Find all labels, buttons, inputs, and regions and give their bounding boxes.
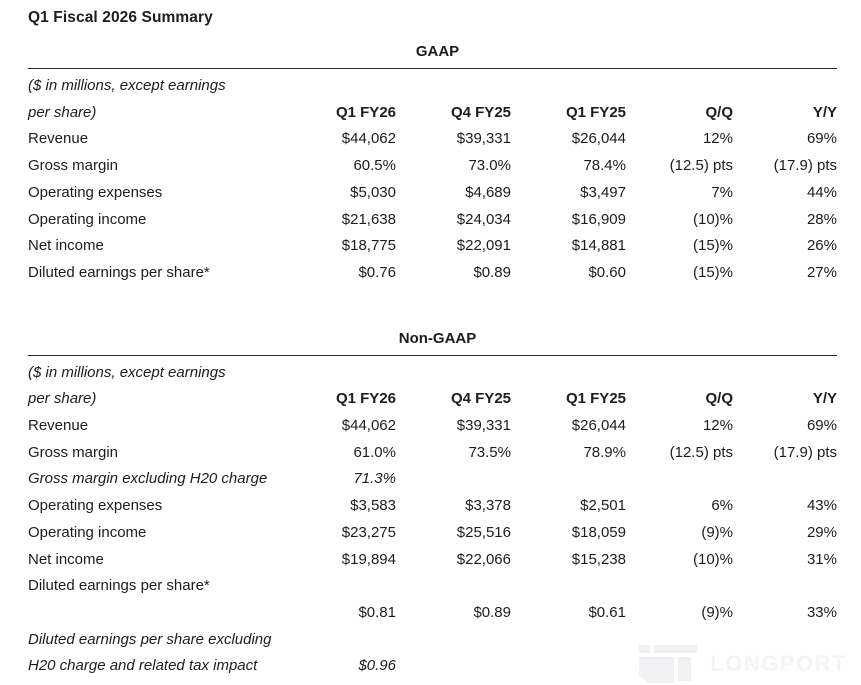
row-value: (17.9) pts [773,443,837,461]
row-value: (15)% [692,263,733,281]
row-value: (10)% [692,550,733,568]
column-header: Y/Y [812,390,837,408]
row-value [281,573,396,600]
row-value: $26,044 [571,130,626,148]
column-header: Q/Q [705,390,733,408]
unit-note-line2: per share) [28,103,97,121]
row-value [733,573,837,600]
row-value: (12.5) pts [669,443,733,461]
row-value: $0.60 [588,263,626,281]
row-label: Diluted earnings per share excluding [28,630,272,648]
unit-note-line1: ($ in millions, except earnings [28,363,226,381]
row-value: $24,034 [456,210,511,228]
row-value: $39,331 [456,130,511,148]
row-value: $26,044 [571,417,626,435]
row-value [511,573,626,600]
column-header: Q/Q [705,103,733,121]
table-row [28,466,837,493]
table-section-gaap [28,38,847,287]
row-value: $3,378 [465,497,511,515]
row-value: (9)% [701,603,733,621]
watermark-text: LONGPORT [710,651,847,676]
row-value: 61.0% [353,443,396,461]
row-value: 69% [806,130,837,148]
row-value: $3,583 [350,497,396,515]
row-value: $21,638 [341,210,396,228]
table-row [28,600,837,627]
row-value [511,653,626,680]
unit-note [28,73,281,126]
row-value: 12% [702,130,733,148]
row-label: Gross margin [28,157,119,175]
column-header: Q4 FY25 [450,103,511,121]
row-value [396,627,511,654]
row-value: 60.5% [353,157,396,175]
longport-watermark [639,645,847,683]
financial-summary-tables [0,38,861,680]
row-value: $15,238 [571,550,626,568]
row-label: Gross margin [28,443,119,461]
row-value: 43% [806,497,837,515]
row-label: Gross margin excluding H20 charge [28,470,268,488]
row-value: $25,516 [456,523,511,541]
row-label [28,600,281,627]
row-value [396,573,511,600]
row-value: 73.0% [468,157,511,175]
table-grid [28,68,837,287]
row-label: Operating expenses [28,497,163,515]
row-value: 27% [806,263,837,281]
row-value: 69% [806,417,837,435]
row-value: (10)% [692,210,733,228]
row-value: $19,894 [341,550,396,568]
column-header: Q1 FY25 [565,103,626,121]
table-section-non-gaap [28,325,847,680]
row-label: Diluted earnings per share* [28,263,210,281]
row-label: Operating income [28,210,147,228]
row-value: $0.96 [358,657,396,675]
row-value: $44,062 [341,417,396,435]
row-value: 26% [806,237,837,255]
row-label: Net income [28,237,104,255]
row-value [511,627,626,654]
section-title-gaap: GAAP [415,43,460,60]
table-row [28,413,837,440]
row-label: Operating income [28,523,147,541]
row-value [733,466,837,493]
row-value: $5,030 [350,183,396,201]
row-value: (17.9) pts [773,157,837,175]
row-label: Operating expenses [28,183,163,201]
longport-logo-icon [639,645,697,683]
page-title: Q1 Fiscal 2026 Summary [28,9,213,26]
row-value [281,627,396,654]
row-value [396,653,511,680]
table-row [28,573,837,600]
section-title-non-gaap: Non-GAAP [398,329,477,347]
row-value: 6% [711,497,733,515]
row-value [396,466,511,493]
row-value: (9)% [701,523,733,541]
column-header: Y/Y [812,103,837,121]
row-value: 12% [702,417,733,435]
row-value: $18,775 [341,237,396,255]
row-value: $39,331 [456,417,511,435]
table-header-row [28,73,837,126]
table-row [28,180,837,207]
row-value: $2,501 [580,497,626,515]
row-value: 31% [806,550,837,568]
unit-note [28,360,281,413]
row-label: Net income [28,550,104,568]
table-row [28,520,837,547]
row-value: $23,275 [341,523,396,541]
unit-note-line2: per share) [28,390,97,408]
column-header: Q4 FY25 [450,390,511,408]
table-row [28,153,837,180]
row-value: $22,066 [456,550,511,568]
row-value: $14,881 [571,237,626,255]
table-row [28,233,837,260]
table-row [28,260,837,287]
row-value: $0.61 [588,603,626,621]
table-row [28,493,837,520]
row-label: Diluted earnings per share* [28,577,210,595]
table-row [28,547,837,574]
row-value: 28% [806,210,837,228]
row-value: (12.5) pts [669,157,733,175]
row-value [626,466,733,493]
row-value: $16,909 [571,210,626,228]
row-value: $0.81 [358,603,396,621]
column-header: Q1 FY25 [565,390,626,408]
row-value: 44% [806,183,837,201]
row-value [626,573,733,600]
row-value: 71.3% [353,470,396,488]
table-row [28,207,837,234]
row-value: $3,497 [580,183,626,201]
column-header: Q1 FY26 [335,103,396,121]
row-label: Revenue [28,130,89,148]
table-row [28,126,837,153]
row-value: 7% [711,183,733,201]
row-value: $22,091 [456,237,511,255]
row-label: Revenue [28,417,89,435]
column-header: Q1 FY26 [335,390,396,408]
row-value: $4,689 [465,183,511,201]
row-value: 33% [806,603,837,621]
row-value: $44,062 [341,130,396,148]
row-value: $0.89 [473,263,511,281]
table-header-row [28,360,837,413]
unit-note-line1: ($ in millions, except earnings [28,77,226,94]
row-value: $0.89 [473,603,511,621]
table-grid [28,355,837,680]
table-row [28,440,837,467]
row-value: 78.9% [583,443,626,461]
row-value: 78.4% [583,157,626,175]
row-value: (15)% [692,237,733,255]
row-value: $0.76 [358,263,396,281]
row-value: 29% [806,523,837,541]
row-label: H20 charge and related tax impact [28,657,258,675]
row-value: 73.5% [468,443,511,461]
row-value: $18,059 [571,523,626,541]
row-value [511,466,626,493]
